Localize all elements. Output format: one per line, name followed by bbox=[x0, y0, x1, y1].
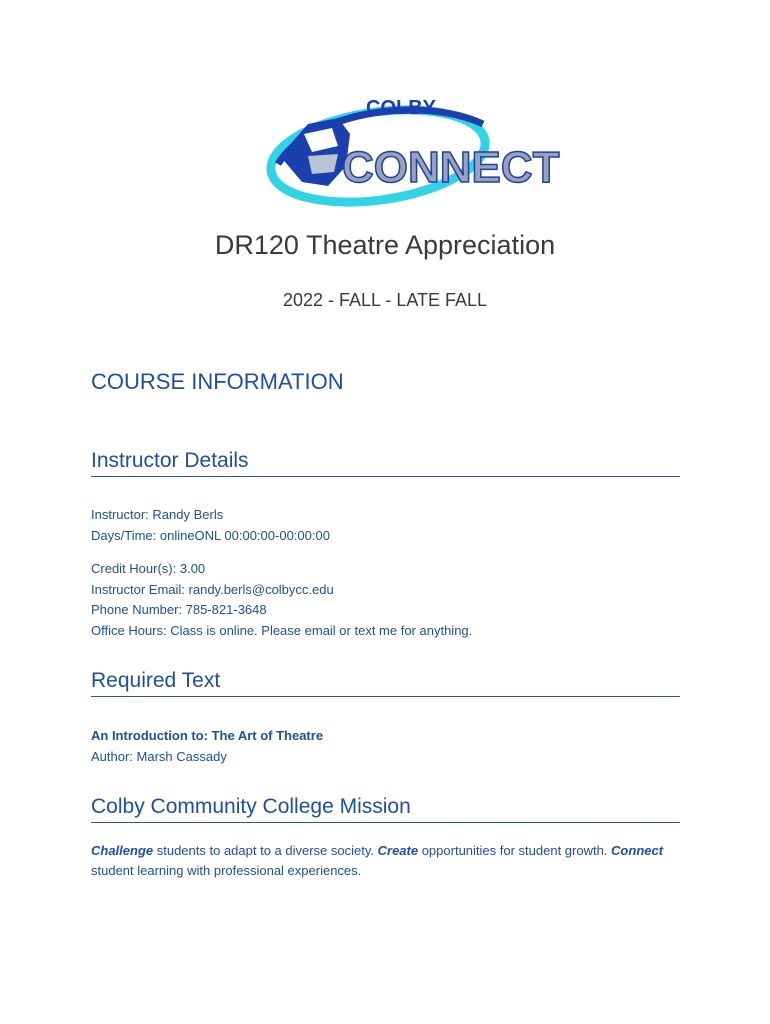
mission-word-create: Create bbox=[377, 843, 419, 858]
mission-text-1: students to adapt to a diverse society. bbox=[153, 843, 378, 858]
credit-hours: Credit Hour(s): 3.00 bbox=[91, 561, 206, 576]
days-time: Days/Time: onlineONL 00:00:00-00:00:00 bbox=[91, 528, 330, 543]
colby-connect-logo bbox=[268, 94, 560, 214]
instructor-details-heading: Instructor Details bbox=[91, 449, 680, 477]
mission-text-2: opportunities for student growth. bbox=[418, 843, 612, 858]
term-label: 2022 - FALL - LATE FALL bbox=[282, 290, 488, 310]
mission-word-connect: Connect bbox=[611, 843, 664, 858]
mission-heading: Colby Community College Mission bbox=[91, 795, 680, 823]
office-hours: Office Hours: Class is online. Please email or text me for anything. bbox=[91, 623, 473, 638]
mission-text-3: student learning with professional experiences. bbox=[91, 863, 362, 878]
mission-statement bbox=[91, 841, 691, 881]
svg-text:COLBY: COLBY bbox=[366, 97, 436, 119]
mission-word-challenge: Challenge bbox=[91, 843, 154, 858]
svg-text:CONNECT: CONNECT bbox=[342, 143, 560, 192]
course-title: DR120 Theatre Appreciation bbox=[214, 230, 556, 260]
instructor-name: Instructor: Randy Berls bbox=[91, 507, 224, 522]
course-information-heading: COURSE INFORMATION bbox=[91, 369, 344, 394]
instructor-email: Instructor Email: randy.berls@colbycc.edu bbox=[91, 582, 334, 597]
phone-number: Phone Number: 785-821-3648 bbox=[91, 602, 267, 617]
book-author: Author: Marsh Cassady bbox=[91, 749, 227, 764]
required-text-heading: Required Text bbox=[91, 669, 680, 697]
book-title: An Introduction to: The Art of Theatre bbox=[91, 728, 324, 743]
